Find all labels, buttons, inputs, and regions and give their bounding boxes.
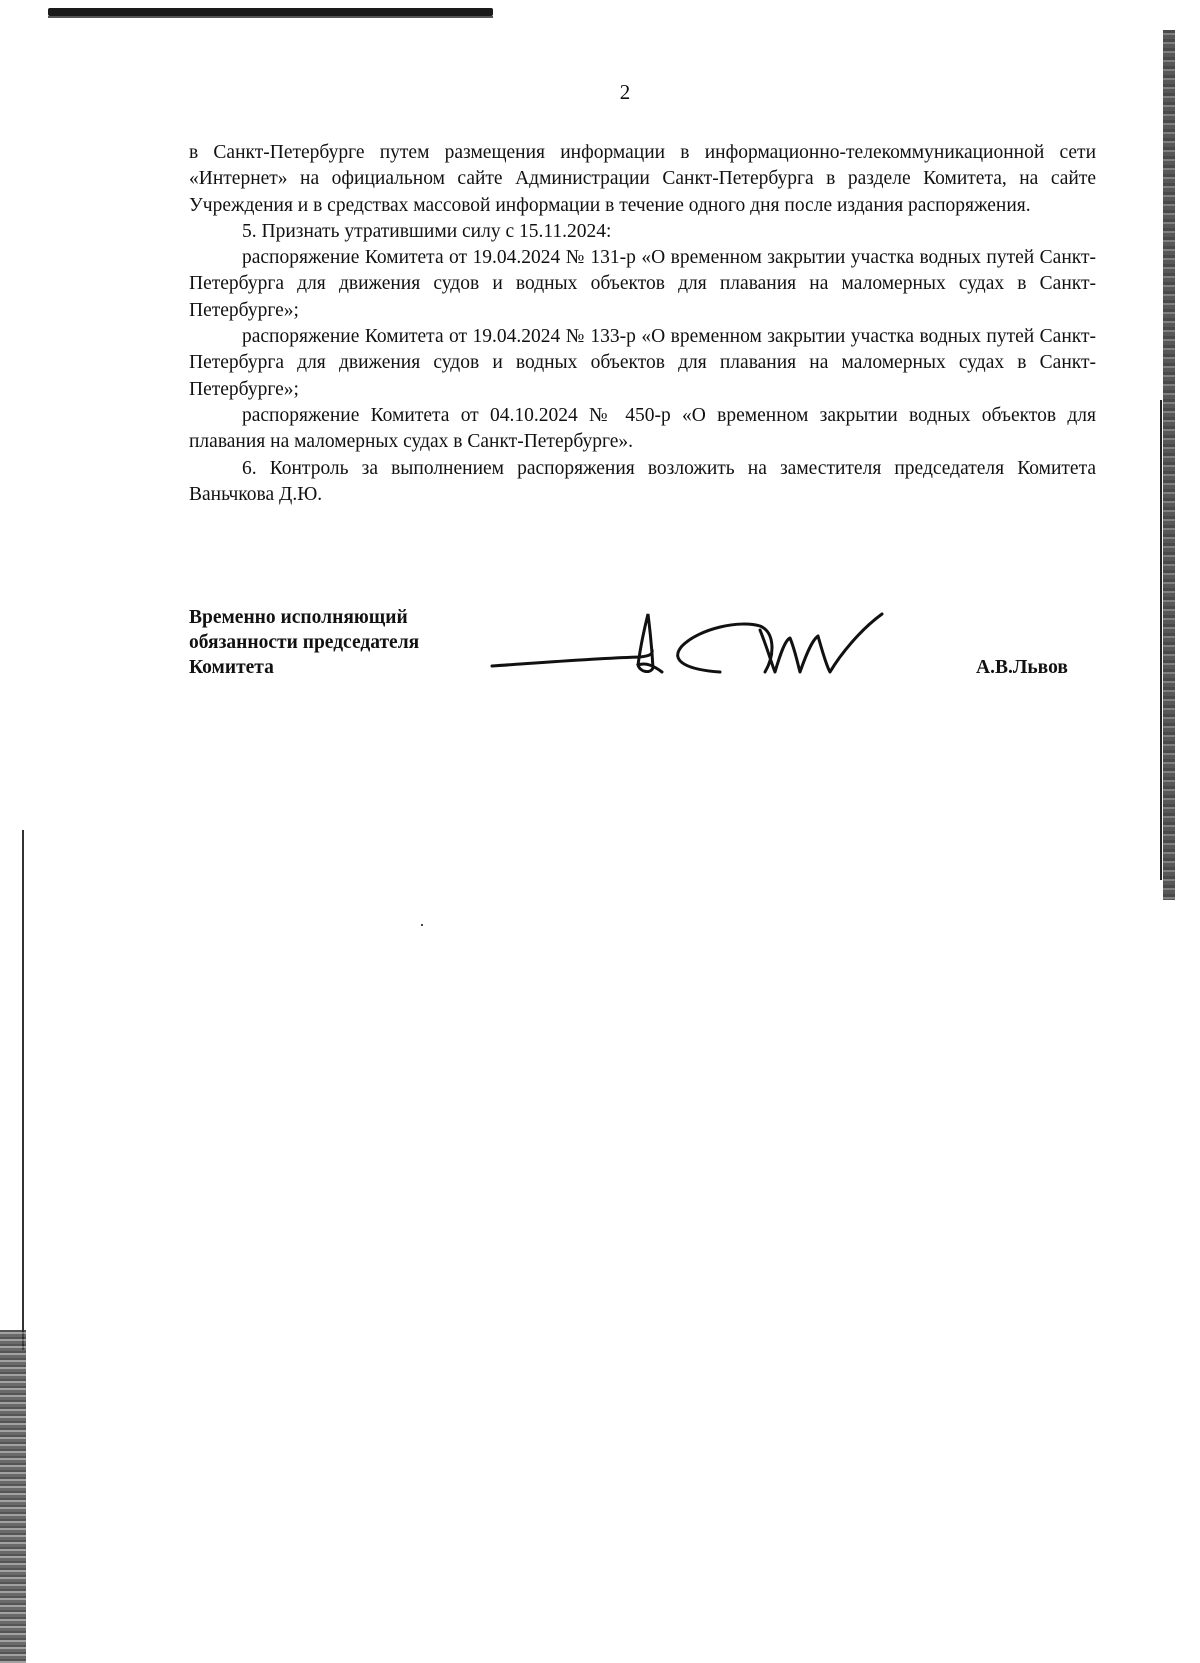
signatory-title (189, 605, 419, 680)
scan-artifact-right-line (1160, 400, 1162, 880)
scan-artifact-top-line (48, 16, 493, 18)
signatory-title-line: Временно исполняющий (189, 607, 408, 628)
scan-artifact-dot (421, 924, 423, 926)
signatory-name: А.В.Львов (976, 657, 1068, 678)
signatory-title-line: обязанности председателя (189, 632, 420, 653)
paragraph-repeal-450: распоряжение Комитета от 04.10.2024 № 450-р «О временном закрытии водных объектов для плавания на маломерных судах в Санкт-Петербурге». (189, 404, 1096, 453)
handwritten-signature (490, 610, 930, 690)
scan-artifact-left-edge (0, 1330, 26, 1663)
scan-artifact-left-line (22, 830, 24, 1350)
scan-artifact-right-edge (1163, 30, 1175, 900)
paragraph-item-6: 6. Контроль за выполнением распоряжения возложить на заместителя председателя Комитета Ваньчкова Д.Ю. (189, 457, 1096, 505)
page-number: 2 (619, 80, 631, 104)
paragraph-repeal-133: распоряжение Комитета от 19.04.2024 № 133-р «О временном закрытии участка водных путей Санкт-Петербурга для движения судов и водных объектов для плавания на маломерных судах в Санкт-Петербурге»; (189, 326, 1096, 400)
scan-artifact-top-bar (48, 8, 493, 16)
document-body (189, 140, 1096, 508)
paragraph-item-5: 5. Признать утратившими силу с 15.11.2024: (242, 220, 612, 242)
signatory-title-line: Комитета (189, 657, 274, 678)
paragraph-continuation: в Санкт-Петербурге путем размещения информации в информационно-телекоммуникационной сети «Интернет» на официальном сайте Администрации Санкт-Петербурга в разделе Комитета, на сайте Учреждения и в средствах массовой информации в течение одного дня после издания распоряжения. (189, 142, 1096, 216)
paragraph-repeal-131: распоряжение Комитета от 19.04.2024 № 131-р «О временном закрытии участка водных путей Санкт-Петербурга для движения судов и водных объектов для плавания на маломерных судах в Санкт-Петербурге»; (189, 247, 1096, 321)
